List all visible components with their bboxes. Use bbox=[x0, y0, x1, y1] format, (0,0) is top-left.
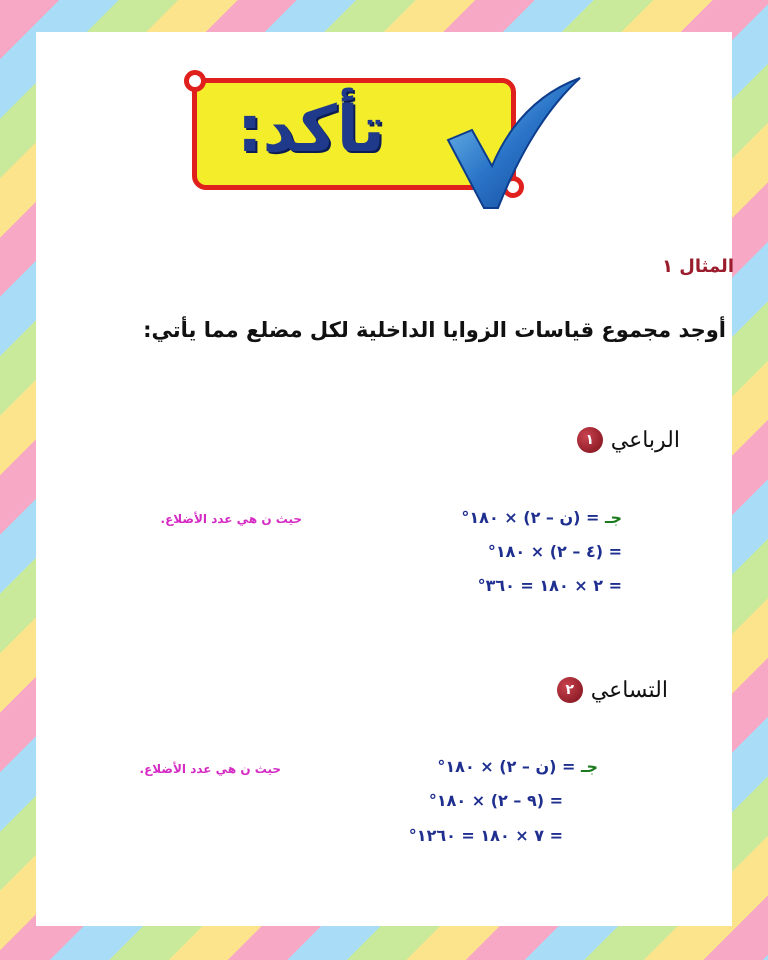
equation-line-1 bbox=[437, 757, 598, 776]
instruction-text: أوجد مجموع قياسات الزوايا الداخلية لكل مضلع مما يأتي: bbox=[143, 318, 726, 342]
item-1-label bbox=[577, 427, 680, 453]
equation-expression: = (ن – ٢) × ١٨٠° bbox=[461, 508, 600, 527]
equation-line-3: = ٢ × ١٨٠ = ٣٦٠° bbox=[477, 576, 622, 595]
equation-expression: = (ن – ٢) × ١٨٠° bbox=[437, 757, 576, 776]
equation-line-2: = (٩ – ٢) × ١٨٠° bbox=[428, 791, 563, 810]
equation-line-3: = ٧ × ١٨٠ = ١٢٦٠° bbox=[408, 826, 563, 845]
page-title: تأكد: bbox=[237, 93, 385, 167]
equation-line-1 bbox=[461, 508, 622, 527]
polygon-name: التساعي bbox=[590, 677, 668, 703]
angle-sum-variable: جـ bbox=[605, 508, 622, 527]
item-number-badge: ٢ bbox=[557, 677, 583, 703]
sides-note: حيث ن هي عدد الأضلاع. bbox=[139, 762, 281, 776]
example-title: المثال ١ bbox=[662, 256, 734, 277]
item-2-label bbox=[557, 677, 668, 703]
equation-line-2: = (٤ – ٢) × ١٨٠° bbox=[487, 542, 622, 561]
angle-sum-variable: جـ bbox=[581, 757, 598, 776]
checkmark-icon bbox=[400, 48, 590, 218]
item-number-badge: ١ bbox=[577, 427, 603, 453]
polygon-name: الرباعي bbox=[610, 427, 680, 453]
sides-note: حيث ن هي عدد الأضلاع. bbox=[160, 512, 302, 526]
